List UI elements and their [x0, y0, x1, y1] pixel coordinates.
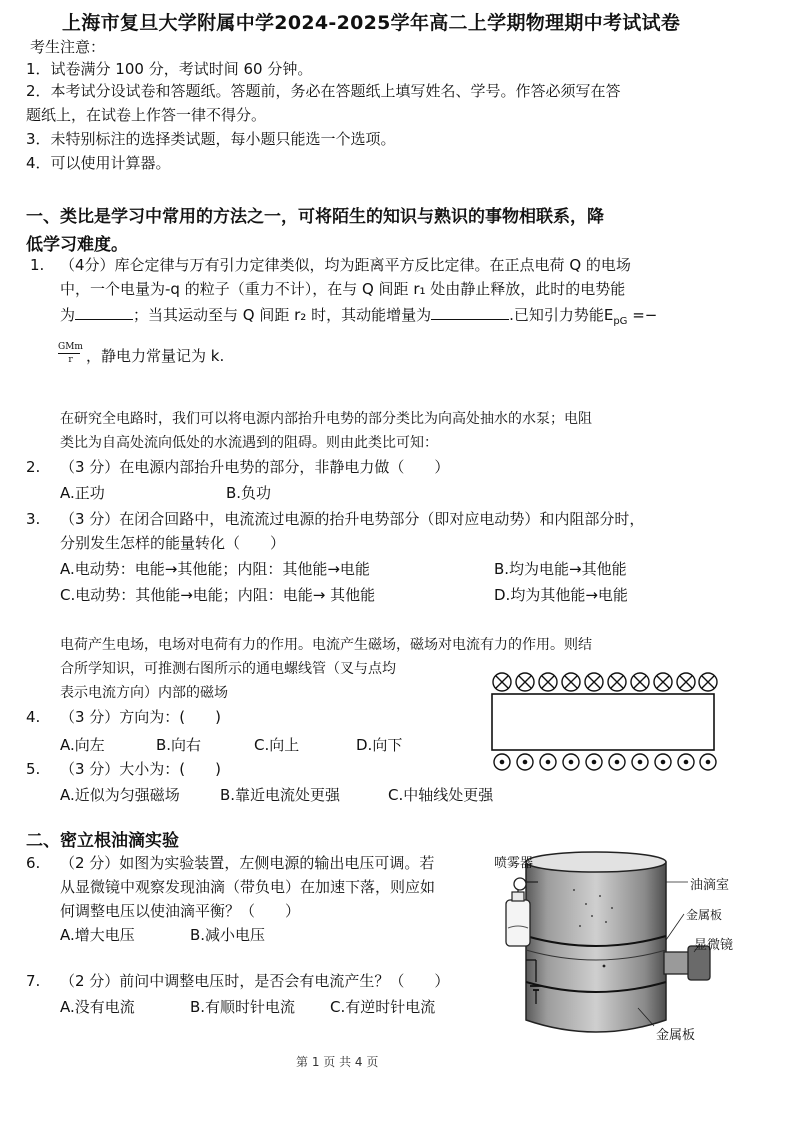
- label-metal-plate-top: 金属板: [686, 908, 723, 922]
- q4-option-b[interactable]: B.向右: [156, 736, 202, 754]
- chamber-top: [526, 852, 666, 872]
- q2-option-a[interactable]: A.正功: [60, 484, 105, 502]
- label-sprayer: 喷雾器: [494, 856, 534, 871]
- q1-line3: [60, 304, 657, 327]
- q4-option-c[interactable]: C.向上: [254, 736, 300, 754]
- notice-heading: 考生注意：: [30, 38, 106, 56]
- solenoid-figure: [488, 668, 718, 778]
- exam-title: 上海市复旦大学附属中学2024-2025学年高二上学期物理期中考试试卷: [62, 12, 681, 34]
- notice-item-2: 2．本考试分设试卷和答题纸。答题前，务必在答题纸上填写姓名、学号。作答必须写在答: [26, 82, 621, 100]
- q7-option-b[interactable]: B.有顺时针电流: [190, 998, 296, 1016]
- q1-line3-c: .已知引力势能E: [509, 306, 614, 324]
- section2-title: 二、密立根油滴实验: [26, 831, 179, 851]
- label-oil-chamber: 油滴室: [690, 878, 730, 893]
- q5-option-c[interactable]: C.中轴线处更强: [388, 786, 494, 804]
- q1-line4: ，静电力常量记为 k.: [86, 347, 225, 365]
- q4-text: （3 分）方向为：( ): [60, 708, 222, 726]
- notice-item-4: 4．可以使用计算器。: [26, 154, 171, 172]
- fraction-denominator: r: [68, 355, 73, 365]
- q1-line3-d: =−: [627, 306, 658, 324]
- current-out-of-page-row: [494, 754, 716, 770]
- q1-line3-b: ；当其运动至与 Q 间距 r₂ 时，其动能增量为: [133, 306, 432, 324]
- label-microscope: 显微镜: [694, 938, 734, 953]
- q5-number: 5.: [26, 760, 41, 778]
- q1-line3-sub: pG: [613, 316, 628, 327]
- q4-number: 4.: [26, 708, 41, 726]
- q1-number: 1.: [30, 256, 45, 274]
- q2-number: 2.: [26, 458, 41, 476]
- current-into-page-row: [493, 673, 717, 691]
- q5-text: （3 分）大小为：( ): [60, 760, 222, 778]
- q1-line3-a: 为: [60, 306, 76, 324]
- q6-line3: 何调整电压以使油滴平衡？（ ）: [60, 902, 301, 920]
- intro2-line1: 在研究全电路时，我们可以将电源内部抬升电势的部分类比为向高处抽水的水泵；电阻: [60, 411, 592, 427]
- section1-title-line1: 一、类比是学习中常用的方法之一，可将陌生的知识与熟识的事物相联系，降: [26, 207, 604, 227]
- q4-option-d[interactable]: D.向下: [356, 736, 403, 754]
- answer-blank-2[interactable]: [431, 305, 509, 320]
- intro3-line2: 合所学知识，可推测右图所示的通电螺线管（叉与点均: [60, 661, 396, 677]
- q7-option-c[interactable]: C.有逆时针电流: [330, 998, 436, 1016]
- notice-item-1: 1．试卷满分 100 分，考试时间 60 分钟。: [26, 60, 313, 78]
- notice-item-3: 3．未特别标注的选择类试题，每小题只能选一个选项。: [26, 130, 396, 148]
- q6-number: 6.: [26, 854, 41, 872]
- intro3-line1: 电荷产生电场，电场对电荷有力的作用。电流产生磁场，磁场对电流有力的作用。则结: [60, 637, 592, 653]
- q1-line2: 中，一个电量为-q 的粒子（重力不计），在与 Q 间距 r₁ 处由静止释放，此时的电势能: [60, 280, 626, 298]
- fraction-bar: [58, 353, 80, 354]
- q3-option-b[interactable]: B.均为电能→其他能: [494, 560, 627, 578]
- q6-option-b[interactable]: B.减小电压: [190, 926, 266, 944]
- intro2-line2: 类比为自高处流向低处的水流遇到的阻碍。则由此类比可知：: [60, 435, 438, 451]
- q2-text: （3 分）在电源内部抬升电势的部分，非静电力做（ ）: [60, 458, 450, 476]
- page-footer: 第 1 页 共 4 页: [296, 1055, 379, 1069]
- q3-option-d[interactable]: D.均为其他能→电能: [494, 586, 628, 604]
- q6-line1: （2 分）如图为实验装置，左侧电源的输出电压可调。若: [60, 854, 435, 872]
- q3-option-c[interactable]: C.电动势：其他能→电能；内阻：电能→ 其他能: [60, 586, 376, 604]
- solenoid-body: [492, 694, 714, 750]
- section1-title-line2: 低学习难度。: [26, 235, 128, 255]
- answer-blank-1[interactable]: [75, 305, 133, 320]
- q3-number: 3.: [26, 510, 41, 528]
- q5-option-b[interactable]: B.靠近电流处更强: [220, 786, 341, 804]
- intro3-line3: 表示电流方向）内部的磁场: [60, 685, 228, 701]
- q4-option-a[interactable]: A.向左: [60, 736, 105, 754]
- q6-line2: 从显微镜中观察发现油滴（带负电）在加速下落，则应如: [60, 878, 436, 896]
- q3-line1: （3 分）在闭合回路中，电流流过电源的抬升电势部分（即对应电动势）和内阻部分时，: [60, 510, 645, 528]
- notice-item-2-cont: 题纸上，在试卷上作答一律不得分。: [26, 106, 267, 124]
- label-metal-plate-bottom: 金属板: [656, 1028, 696, 1043]
- q7-text: （2 分）前问中调整电压时，是否会有电流产生？（ ）: [60, 972, 450, 990]
- q5-option-a[interactable]: A.近似为匀强磁场: [60, 786, 180, 804]
- q7-option-a[interactable]: A.没有电流: [60, 998, 135, 1016]
- q7-number: 7.: [26, 972, 41, 990]
- q2-option-b[interactable]: B.负功: [226, 484, 272, 502]
- q3-option-a[interactable]: A.电动势：电能→其他能；内阻：其他能→电能: [60, 560, 370, 578]
- q3-line2: 分别发生怎样的能量转化（ ）: [60, 534, 286, 552]
- leader-plate-top: [666, 914, 684, 940]
- q6-option-a[interactable]: A.增大电压: [60, 926, 135, 944]
- potential-fraction: [58, 342, 83, 365]
- fraction-numerator: GMm: [58, 342, 83, 352]
- q1-line1: （4分）库仑定律与万有引力定律类似，均为距离平方反比定律。在正点电荷 Q 的电场: [60, 256, 631, 274]
